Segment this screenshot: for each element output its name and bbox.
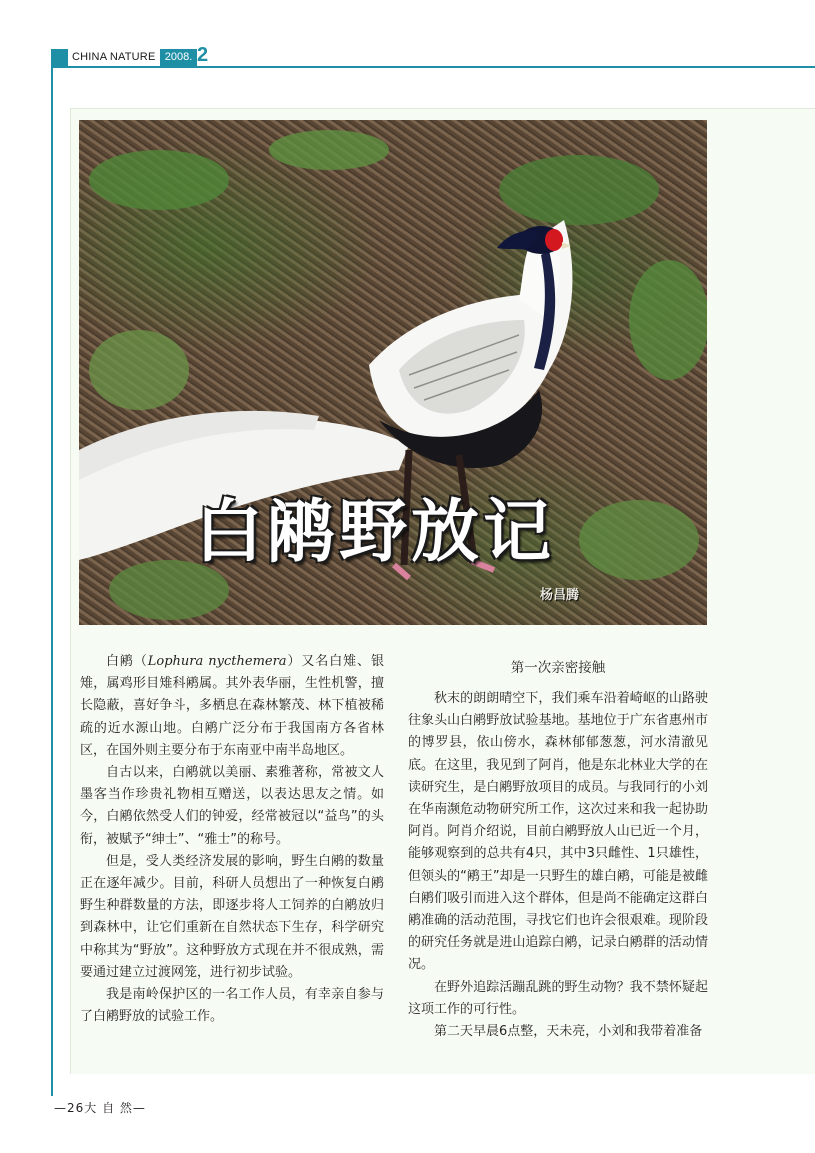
photo-credit: 杨昌腾 <box>540 588 580 603</box>
left-margin-rule <box>51 66 53 1096</box>
paragraph: 我是南岭保护区的一名工作人员，有幸亲自参与了白鹇野放的试验工作。 <box>80 987 384 1025</box>
issue-number: 2 <box>197 44 209 66</box>
text-run: 白鹇（ <box>106 654 148 669</box>
section-heading: 第一次亲密接触 <box>510 660 606 676</box>
issue-year: 2008. <box>160 49 197 66</box>
paragraph: 在野外追踪活蹦乱跳的野生动物？我不禁怀疑起这项工作的可行性。 <box>408 979 708 1017</box>
paragraph: 第二天早晨6点整，天未亮，小刘和我带着准备 <box>434 1024 703 1040</box>
paragraph: 自古以来，白鹇就以美丽、素雅著称，常被文人墨客当作珍贵礼物相互赠送，以表达思友之情。如今，白鹇依然受人们的钟爱，经常被冠以“益鸟”的头衔，被赋予“绅士”、“雅士”的称号。 <box>80 765 384 847</box>
page-footer: —26大 自 然— <box>54 1101 146 1115</box>
right-column <box>408 688 708 1043</box>
magazine-name: CHINA NATURE <box>72 51 156 63</box>
paragraph: 但是，受人类经济发展的影响，野生白鹇的数量正在逐年减少。目前，科研人员想出了一种恢复白鹇野生种群数量的方法，即逐步将人工饲养的白鹇放归到森林中，让它们重新在自然状态下生存，科学研究中称其为“野放”。这种野放方式现在并不很成熟，需要通过建立过渡网笼，进行初步试验。 <box>80 853 384 980</box>
header-rule <box>51 66 815 68</box>
article-title: 白鹇野放记 <box>195 492 556 572</box>
left-column <box>80 651 384 1028</box>
latin-name: Lophura nycthemera <box>147 654 287 669</box>
header-accent-tab <box>51 49 68 66</box>
paragraph: 秋末的朗朗晴空下，我们乘车沿着崎岖的山路驶往象头山白鹇野放试验基地。基地位于广东省惠州市的博罗县，依山傍水，森林郁郁葱葱，河水清澈见底。在这里，我见到了阿肖，他是东北林业大学的在读研究生，是白鹇野放项目的成员。与我同行的小刘在华南濒危动物研究所工作，这次过来和我一起协助阿肖。阿肖介绍说，目前白鹇野放人山已近一个月，能够观察到的总共有4只，其中3只雌性、1只雄性，但领头的“鹇王”却是一只野生的雄白鹇，可能是被雌白鹇们吸引而进入这个群体，但是尚不能确定这群白鹇准确的活动范围，寻找它们也许会很艰难。现阶段的研究任务就是进山追踪白鹇，记录白鹇群的活动情况。 <box>408 691 708 973</box>
paragraph-intro <box>80 651 384 762</box>
text-run: ）又名白雉、银雉，属鸡形目雉科鹇属。其外表华丽，生性机警，擅长隐蔽，喜好争斗，多栖息在森林繁茂、林下植被稀疏的近水源山地。白鹇广泛分布于我国南方各省林区，在国外则主要分布于东南亚中南半岛地区。 <box>80 654 384 758</box>
